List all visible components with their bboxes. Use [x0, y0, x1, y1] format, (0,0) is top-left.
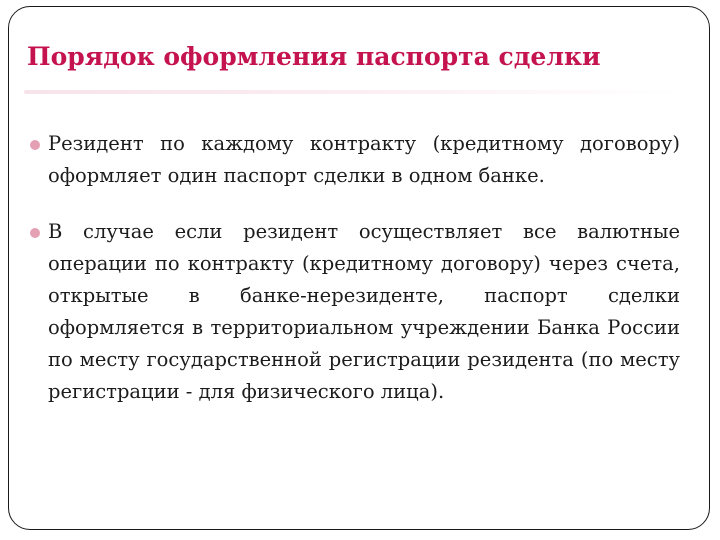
bullet-item [30, 216, 680, 408]
bullet-dot-icon [30, 228, 40, 238]
title-underline [24, 90, 682, 94]
bullet-text: Резидент по каждому контракту (кредитному договору) оформляет один паспорт сделки в одном банке. [48, 132, 680, 187]
slide-title: Порядок оформления паспорта сделки [27, 42, 601, 71]
bullet-dot-icon [30, 140, 40, 150]
bullet-text: В случае если резидент осуществляет все валютные операции по контракту (кредитному договору) через счета, открытые в банке-нерезиденте, паспорт сделки оформляется в территориальном учреждении Банка России по месту государственной регистрации резидента (по месту регистрации - для физического лица). [48, 220, 680, 403]
bullet-list [30, 128, 680, 408]
bullet-item [30, 128, 680, 192]
